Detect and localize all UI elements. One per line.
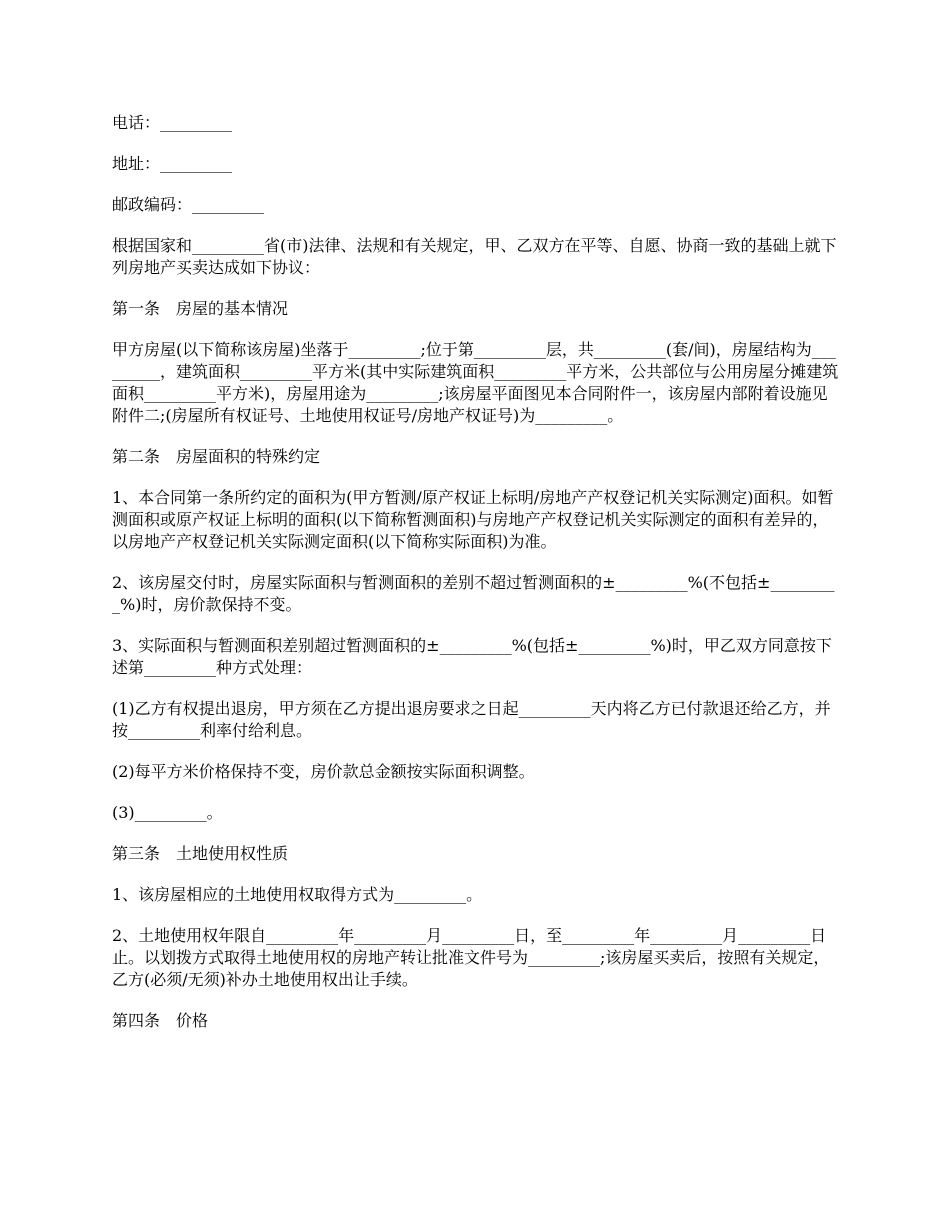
article-2-option-1: (1)乙方有权提出退房，甲方须在乙方提出退房要求之日起_________天内将乙方已付款退还给乙方，并按_________利率付给利息。 [112,699,831,740]
article-3-item-2: 2、土地使用权年限自_________年_________月_________日，至_________年_________月_________日止。以划拨方式取得土地使用权的房地产转让批准文件号为_________;该房屋买卖后，按照有关规定，乙方(必须/无须)补办土地使用权出让手续。 [112,926,830,989]
article-1-body: 甲方房屋(以下简称该房屋)坐落于_________;位于第_________层，共_________(套/间)，房屋结构为_________，建筑面积_________平方米(其中实际建筑面积_________平方米，公共部位与公用房屋分摊建筑面积_________平方米)，房屋用途为_________;该房屋平面图见本合同附件一，该房屋内部附着设施见附件二;(房屋所有权证号、土地使用权证号/房地产权证号)为_________。 [112,340,839,425]
postcode-line: 邮政编码：_________ [112,195,265,214]
article-1-title: 第一条 房屋的基本情况 [112,299,289,318]
article-2-title: 第二条 房屋面积的特殊约定 [112,447,321,466]
article-3-title: 第三条 土地使用权性质 [112,844,289,863]
article-3-item-1: 1、该房屋相应的土地使用权取得方式为_________。 [112,885,483,904]
intro-paragraph: 根据国家和_________省(市)法律、法规和有关规定，甲、乙双方在平等、自愿、协商一致的基础上就下列房地产买卖达成如下协议： [112,236,837,277]
article-2-option-2: (2)每平方米价格保持不变，房价款总金额按实际面积调整。 [112,762,535,781]
article-2-item-2: 2、该房屋交付时，房屋实际面积与暂测面积的差别不超过暂测面积的±_________%(不包括±_________%)时，房价款保持不变。 [112,573,835,614]
article-2-item-3: 3、实际面积与暂测面积差别超过暂测面积的±_________%(包括±_________%)时，甲乙双方同意按下述第_________种方式处理： [112,636,832,677]
address-line: 地址：_________ [112,154,233,173]
article-4-title: 第四条 价格 [112,1011,209,1030]
phone-line: 电话：_________ [112,113,233,132]
article-2-option-3: (3)_________。 [112,803,223,822]
contract-page [112,112,842,1051]
article-2-item-1: 1、本合同第一条所约定的面积为(甲方暂测/原产权证上标明/房地产产权登记机关实际测定)面积。如暂测面积或原产权证上标明的面积(以下简称暂测面积)与房地产产权登记机关实际测定的面积有差异的，以房地产产权登记机关实际测定面积(以下简称实际面积)为准。 [112,488,834,551]
